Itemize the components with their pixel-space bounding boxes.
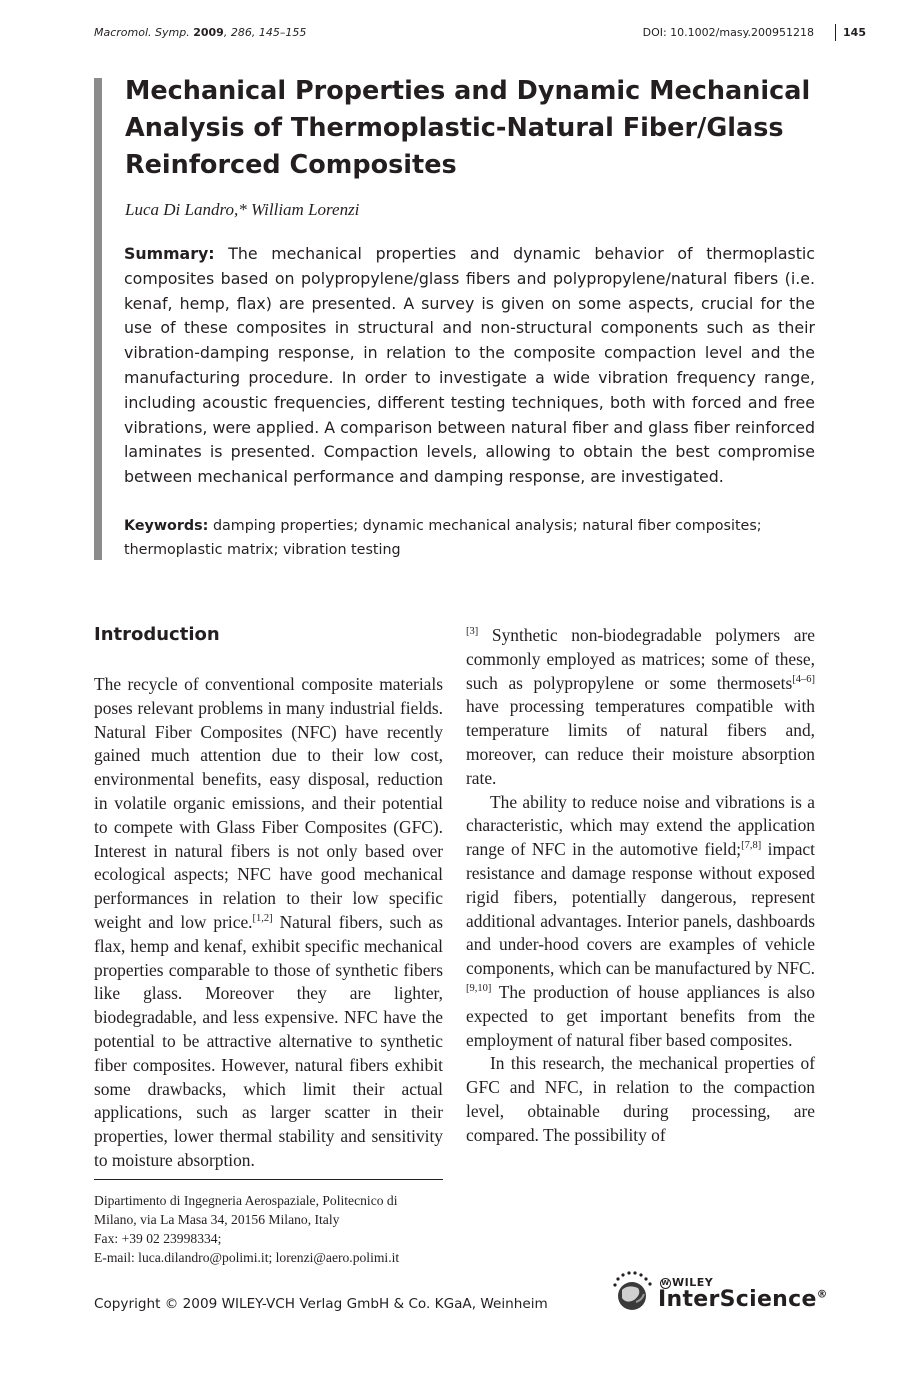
citation-ref[interactable]: [3] xyxy=(466,626,479,638)
summary-label: Summary: xyxy=(124,244,215,263)
intro-paragraph-1-part-2: [3] Synthetic non-biodegradable polymers are commonly employed as matrices; some of these, such as polypropylene or some thermosets[4–6] have processing temperatures compatible with temperature limits of natural fibers and, moreover, can reduce their moisture absorption rate. xyxy=(466,625,815,788)
email[interactable]: E-mail: luca.dilandro@polimi.it; lorenzi@aero.polimi.it xyxy=(94,1250,400,1265)
affiliation: Dipartimento di Ingegneria Aerospaziale, Politecnico di Milano, via La Masa 34, 20156 Milano, Italy xyxy=(94,1193,398,1227)
intro-paragraph-3: In this research, the mechanical properties of GFC and NFC, in relation to the compaction level, obtainable during processing, are compared. The possibility of xyxy=(466,1053,815,1145)
citation-ref[interactable]: [4–6] xyxy=(792,673,815,685)
page-number-divider xyxy=(835,24,837,41)
fax: Fax: +39 02 23998334; xyxy=(94,1231,222,1246)
intro-paragraph-1-part-1: The recycle of conventional composite materials poses relevant problems in many industrial fields. Natural Fiber Composites (NFC) have recently gained much attention due to their low cost, environmental benefits, easy disposal, reduction in volatile organic emissions, and their potential to compete with Glass Fiber Composites (GFC). Interest in natural fibers is not only based over ecological aspects; NFC have good mechanical performances in relation to their low specific weight and low price.[1,2] Natural fibers, such as flax, hemp and kenaf, exhibit specific mechanical properties comparable to those of synthetic fibers like glass. Moreover they are lighter, biodegradable, and less expensive. NFC have the potential to be attractive alternative to synthetic fiber composites. However, natural fibers exhibit some drawbacks, which limit their actual applications, such as larger scatter in their properties, lower thermal stability and sensitivity to moisture absorption. xyxy=(94,674,443,1170)
summary xyxy=(124,242,815,490)
article-authors: Luca Di Landro,* William Lorenzi xyxy=(125,200,360,219)
wiley-mark-icon: W xyxy=(661,1279,670,1287)
abstract-side-bar xyxy=(94,78,102,560)
citation-ref[interactable]: [1,2] xyxy=(252,913,273,925)
right-column xyxy=(466,624,815,1148)
affiliation-footnote xyxy=(94,1191,443,1267)
wiley-interscience-logo xyxy=(612,1268,828,1316)
article-title: Mechanical Properties and Dynamic Mechanical Analysis of Thermoplastic-Natural Fiber/Glass Reinforced Composites xyxy=(125,76,811,180)
doi[interactable]: DOI: 10.1002/masy.200951218 xyxy=(642,26,814,39)
registered-mark: ® xyxy=(816,1288,828,1301)
globe-icon xyxy=(612,1270,656,1314)
running-header xyxy=(94,26,866,44)
left-column xyxy=(94,622,443,1173)
keywords xyxy=(124,515,815,562)
summary-text: The mechanical properties and dynamic behavior of thermoplastic composites based on polypropylene/glass fibers and polypropylene/natural fibers (i.e. kenaf, hemp, flax) are presented. A survey is given on some aspects, crucial for the use of these composites in structural and non-structural components such as their vibration-damping response, in relation to the composite compaction level and the manufacturing procedure. In order to investigate a wide vibration frequency range, including acoustic frequencies, different testing techniques, both with forced and free vibrations, were applied. A comparison between natural fiber and glass fiber reinforced laminates is presented. Compaction levels, allowing to obtain the best compromise between mechanical performance and damping response, are investigated. xyxy=(124,244,816,487)
keywords-text: damping properties; dynamic mechanical analysis; natural fiber composites; thermoplastic matrix; vibration testing xyxy=(124,518,762,558)
footnote-rule xyxy=(94,1179,443,1180)
citation-ref[interactable]: [9,10] xyxy=(466,983,492,995)
copyright-notice: Copyright © 2009 WILEY-VCH Verlag GmbH & Co. KGaA, Weinheim xyxy=(94,1296,548,1312)
intro-paragraph-2: The ability to reduce noise and vibrations is a characteristic, which may extend the application range of NFC in the automotive field;[7,8] impact resistance and damage response without exposed rigid fibers, potentially dangerous, represent additional advantages. Interior panels, dashboards and under-hood covers are examples of vehicle components, which can be manufactured by NFC.[9,10] The production of house appliances is also expected to get important benefits from the employment of natural fiber based composites. xyxy=(466,791,815,1050)
logo-wiley-text: WILEY xyxy=(672,1276,714,1289)
journal-citation: Macromol. Symp. 2009, 286, 145–155 xyxy=(94,26,307,39)
keywords-label: Keywords: xyxy=(124,518,209,534)
logo-interscience-text: InterScience xyxy=(658,1287,817,1312)
page-number: 145 xyxy=(843,26,866,39)
section-heading-introduction: Introduction xyxy=(94,624,220,645)
citation-ref[interactable]: [7,8] xyxy=(741,840,762,852)
